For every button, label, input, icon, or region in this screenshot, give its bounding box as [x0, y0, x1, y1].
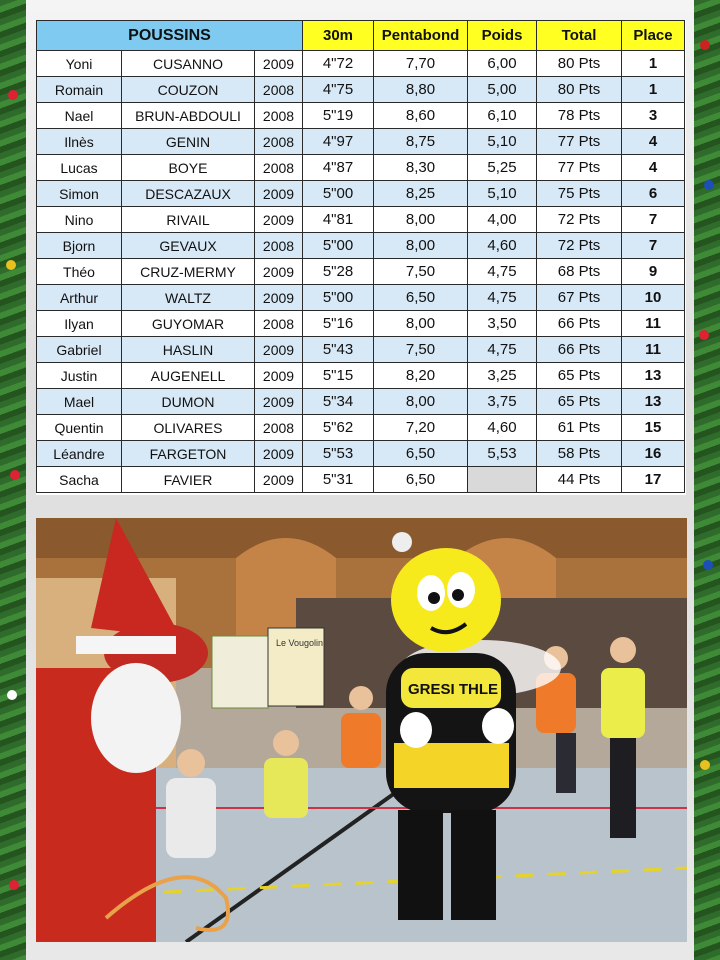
column-header-total: Total — [537, 21, 622, 51]
first-name-cell: Ilnès — [37, 129, 122, 155]
clock-icon — [392, 532, 412, 552]
poids-cell — [468, 467, 537, 493]
place-cell: 10 — [622, 285, 685, 311]
place-cell: 13 — [622, 363, 685, 389]
table-header-row — [37, 21, 685, 51]
birth-year-cell: 2008 — [255, 415, 303, 441]
table-row — [37, 207, 685, 233]
time-30m-cell: 5"16 — [303, 311, 374, 337]
first-name-cell: Simon — [37, 181, 122, 207]
place-cell: 11 — [622, 311, 685, 337]
place-cell: 17 — [622, 467, 685, 493]
ornament-icon — [9, 880, 19, 890]
time-30m-cell: 5"00 — [303, 285, 374, 311]
time-30m-cell: 4"75 — [303, 77, 374, 103]
table-row — [37, 389, 685, 415]
first-name-cell: Bjorn — [37, 233, 122, 259]
time-30m-cell: 5"34 — [303, 389, 374, 415]
table-row — [37, 51, 685, 77]
time-30m-cell: 5"28 — [303, 259, 374, 285]
last-name-cell: OLIVARES — [122, 415, 255, 441]
first-name-cell: Mael — [37, 389, 122, 415]
place-cell: 7 — [622, 233, 685, 259]
sponsor-banner — [212, 636, 268, 708]
pentabond-cell: 8,00 — [374, 389, 468, 415]
place-cell: 11 — [622, 337, 685, 363]
first-name-cell: Lucas — [37, 155, 122, 181]
place-cell: 4 — [622, 129, 685, 155]
poids-cell: 5,53 — [468, 441, 537, 467]
place-cell: 4 — [622, 155, 685, 181]
birth-year-cell: 2009 — [255, 467, 303, 493]
pentabond-cell: 6,50 — [374, 467, 468, 493]
pentabond-cell: 8,20 — [374, 363, 468, 389]
last-name-cell: CRUZ-MERMY — [122, 259, 255, 285]
time-30m-cell: 5"43 — [303, 337, 374, 363]
total-cell: 68 Pts — [537, 259, 622, 285]
poids-cell: 4,75 — [468, 259, 537, 285]
last-name-cell: RIVAIL — [122, 207, 255, 233]
table-row — [37, 259, 685, 285]
birth-year-cell: 2009 — [255, 337, 303, 363]
ornament-icon — [6, 260, 16, 270]
birth-year-cell: 2009 — [255, 181, 303, 207]
table-row — [37, 363, 685, 389]
pentabond-cell: 8,00 — [374, 207, 468, 233]
table-row — [37, 337, 685, 363]
last-name-cell: AUGENELL — [122, 363, 255, 389]
time-30m-cell: 5"31 — [303, 467, 374, 493]
poids-cell: 4,75 — [468, 337, 537, 363]
total-cell: 67 Pts — [537, 285, 622, 311]
total-cell: 80 Pts — [537, 51, 622, 77]
place-cell: 1 — [622, 77, 685, 103]
poids-cell: 3,50 — [468, 311, 537, 337]
first-name-cell: Gabriel — [37, 337, 122, 363]
place-cell: 9 — [622, 259, 685, 285]
pentabond-cell: 8,80 — [374, 77, 468, 103]
banner-text: Le Vougolin — [276, 638, 324, 648]
last-name-cell: FARGETON — [122, 441, 255, 467]
poids-cell: 6,10 — [468, 103, 537, 129]
birth-year-cell: 2008 — [255, 129, 303, 155]
total-cell: 66 Pts — [537, 337, 622, 363]
table-row — [37, 311, 685, 337]
poids-cell: 6,00 — [468, 51, 537, 77]
table-row — [37, 77, 685, 103]
time-30m-cell: 4"81 — [303, 207, 374, 233]
last-name-cell: DESCAZAUX — [122, 181, 255, 207]
total-cell: 61 Pts — [537, 415, 622, 441]
total-cell: 80 Pts — [537, 77, 622, 103]
gym-scene-illustration — [36, 518, 687, 942]
pentabond-cell: 6,50 — [374, 285, 468, 311]
ornament-icon — [703, 560, 713, 570]
pentabond-cell: 8,25 — [374, 181, 468, 207]
last-name-cell: GEVAUX — [122, 233, 255, 259]
column-header-pentabond: Pentabond — [374, 21, 468, 51]
table-row — [37, 415, 685, 441]
birth-year-cell: 2009 — [255, 285, 303, 311]
birth-year-cell: 2008 — [255, 311, 303, 337]
place-cell: 3 — [622, 103, 685, 129]
poids-cell: 4,60 — [468, 415, 537, 441]
first-name-cell: Arthur — [37, 285, 122, 311]
table-row — [37, 233, 685, 259]
birth-year-cell: 2008 — [255, 233, 303, 259]
time-30m-cell: 5"53 — [303, 441, 374, 467]
poids-cell: 5,00 — [468, 77, 537, 103]
first-name-cell: Ilyan — [37, 311, 122, 337]
ornament-icon — [10, 470, 20, 480]
last-name-cell: WALTZ — [122, 285, 255, 311]
poids-cell: 3,75 — [468, 389, 537, 415]
results-table-panel — [36, 20, 686, 495]
last-name-cell: BRUN-ABDOULI — [122, 103, 255, 129]
first-name-cell: Quentin — [37, 415, 122, 441]
birth-year-cell: 2009 — [255, 389, 303, 415]
results-table — [36, 20, 685, 493]
ornament-icon — [704, 180, 714, 190]
poids-cell: 5,25 — [468, 155, 537, 181]
ornament-icon — [700, 40, 710, 50]
pentabond-cell: 8,00 — [374, 311, 468, 337]
first-name-cell: Nael — [37, 103, 122, 129]
pentabond-cell: 8,00 — [374, 233, 468, 259]
table-row — [37, 155, 685, 181]
total-cell: 72 Pts — [537, 207, 622, 233]
column-header-poids: Poids — [468, 21, 537, 51]
birth-year-cell: 2009 — [255, 441, 303, 467]
birth-year-cell: 2008 — [255, 103, 303, 129]
mascot-shirt-text: GRESI THLE — [408, 681, 499, 698]
poids-cell: 4,75 — [468, 285, 537, 311]
time-30m-cell: 5"00 — [303, 181, 374, 207]
pentabond-cell: 6,50 — [374, 441, 468, 467]
poids-cell: 4,00 — [468, 207, 537, 233]
total-cell: 44 Pts — [537, 467, 622, 493]
first-name-cell: Justin — [37, 363, 122, 389]
pentabond-cell: 8,30 — [374, 155, 468, 181]
category-header: POUSSINS — [37, 21, 303, 51]
event-photo — [36, 518, 687, 942]
place-cell: 7 — [622, 207, 685, 233]
time-30m-cell: 4"72 — [303, 51, 374, 77]
table-row — [37, 129, 685, 155]
time-30m-cell: 4"87 — [303, 155, 374, 181]
ornament-icon — [8, 90, 18, 100]
birth-year-cell: 2008 — [255, 155, 303, 181]
place-cell: 15 — [622, 415, 685, 441]
birth-year-cell: 2009 — [255, 259, 303, 285]
pentabond-cell: 8,60 — [374, 103, 468, 129]
poids-cell: 5,10 — [468, 181, 537, 207]
first-name-cell: Romain — [37, 77, 122, 103]
last-name-cell: CUSANNO — [122, 51, 255, 77]
column-header-30m: 30m — [303, 21, 374, 51]
birth-year-cell: 2009 — [255, 207, 303, 233]
total-cell: 72 Pts — [537, 233, 622, 259]
last-name-cell: COUZON — [122, 77, 255, 103]
place-cell: 16 — [622, 441, 685, 467]
first-name-cell: Théo — [37, 259, 122, 285]
total-cell: 66 Pts — [537, 311, 622, 337]
table-row — [37, 285, 685, 311]
total-cell: 65 Pts — [537, 363, 622, 389]
total-cell: 65 Pts — [537, 389, 622, 415]
last-name-cell: GENIN — [122, 129, 255, 155]
total-cell: 78 Pts — [537, 103, 622, 129]
time-30m-cell: 4"97 — [303, 129, 374, 155]
last-name-cell: HASLIN — [122, 337, 255, 363]
first-name-cell: Nino — [37, 207, 122, 233]
time-30m-cell: 5"00 — [303, 233, 374, 259]
pentabond-cell: 7,50 — [374, 259, 468, 285]
ornament-icon — [699, 330, 709, 340]
poids-cell: 5,10 — [468, 129, 537, 155]
total-cell: 58 Pts — [537, 441, 622, 467]
last-name-cell: FAVIER — [122, 467, 255, 493]
pentabond-cell: 7,70 — [374, 51, 468, 77]
place-cell: 6 — [622, 181, 685, 207]
time-30m-cell: 5"19 — [303, 103, 374, 129]
last-name-cell: BOYE — [122, 155, 255, 181]
ornament-icon — [700, 760, 710, 770]
first-name-cell: Yoni — [37, 51, 122, 77]
ornament-icon — [7, 690, 17, 700]
first-name-cell: Léandre — [37, 441, 122, 467]
time-30m-cell: 5"15 — [303, 363, 374, 389]
left-garland-decoration — [0, 0, 26, 960]
birth-year-cell: 2009 — [255, 363, 303, 389]
table-row — [37, 441, 685, 467]
pentabond-cell: 7,20 — [374, 415, 468, 441]
right-garland-decoration — [694, 0, 720, 960]
total-cell: 77 Pts — [537, 129, 622, 155]
total-cell: 77 Pts — [537, 155, 622, 181]
last-name-cell: GUYOMAR — [122, 311, 255, 337]
table-row — [37, 103, 685, 129]
birth-year-cell: 2009 — [255, 51, 303, 77]
pentabond-cell: 8,75 — [374, 129, 468, 155]
pentabond-cell: 7,50 — [374, 337, 468, 363]
birth-year-cell: 2008 — [255, 77, 303, 103]
last-name-cell: DUMON — [122, 389, 255, 415]
time-30m-cell: 5"62 — [303, 415, 374, 441]
column-header-place: Place — [622, 21, 685, 51]
first-name-cell: Sacha — [37, 467, 122, 493]
poids-cell: 4,60 — [468, 233, 537, 259]
poids-cell: 3,25 — [468, 363, 537, 389]
place-cell: 1 — [622, 51, 685, 77]
table-row — [37, 181, 685, 207]
table-row — [37, 467, 685, 493]
place-cell: 13 — [622, 389, 685, 415]
total-cell: 75 Pts — [537, 181, 622, 207]
